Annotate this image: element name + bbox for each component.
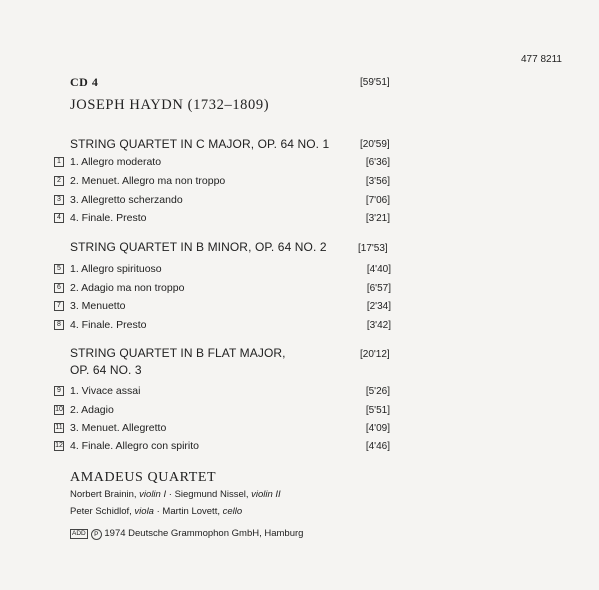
ensemble-name: AMADEUS QUARTET [70, 470, 217, 485]
work-time: [17'53] [358, 243, 388, 254]
performer-instrument: violin II [251, 489, 281, 500]
track-title: 3. Allegretto scherzando [70, 194, 183, 206]
track-time: [3'21] [365, 213, 390, 224]
track-title: 1. Allegro moderato [70, 156, 162, 168]
performer-instrument: cello [222, 506, 243, 517]
catalog-number: 477 8211 [521, 54, 562, 65]
track-number-badge: 11 [55, 424, 63, 431]
track-title: 4. Finale. Presto [70, 212, 147, 224]
performer-instrument: viola [134, 506, 154, 517]
track-title: 2. Adagio [70, 404, 114, 416]
track-number-badge: 10 [55, 406, 63, 413]
track-title: 3. Menuet. Allegretto [70, 422, 167, 434]
track-title: 2. Adagio ma non troppo [70, 282, 185, 294]
track-number-badge: 3 [54, 195, 64, 205]
track-title: 3. Menuetto [70, 300, 126, 312]
track-time: [5'26] [365, 386, 390, 397]
separator: · [166, 489, 175, 500]
track-time: [3'56] [365, 176, 390, 187]
track-number-badge: 8 [54, 320, 64, 330]
work-title: STRING QUARTET IN C MAJOR, OP. 64 NO. 1 [70, 137, 330, 151]
work-time: [20'59] [360, 139, 390, 150]
composer-heading: JOSEPH HAYDN (1732–1809) [70, 97, 270, 113]
work-title: STRING QUARTET IN B MINOR, OP. 64 NO. 2 [70, 240, 327, 254]
track-time: [7'06] [365, 195, 390, 206]
cd-total-time: [59'51] [360, 77, 390, 88]
performers-line-1 [70, 489, 281, 500]
performer-name: Norbert Brainin, [70, 489, 140, 500]
track-number-badge: 12 [55, 442, 63, 449]
track-time: [6'36] [365, 157, 390, 168]
copyright-line [70, 528, 303, 540]
performer-name: Martin Lovett, [162, 506, 223, 517]
track-title: 1. Allegro spirituoso [70, 263, 162, 275]
cd-label: CD 4 [70, 75, 99, 89]
track-number-badge: 6 [54, 283, 64, 293]
copyright-text: 1974 Deutsche Grammophon GmbH, Hamburg [101, 528, 304, 539]
work-time: [20'12] [360, 349, 390, 360]
performers-line-2 [70, 506, 242, 517]
track-title: 2. Menuet. Allegro ma non troppo [70, 175, 226, 187]
track-title: 1. Vivace assai [70, 385, 141, 397]
track-time: [3'42] [366, 320, 391, 331]
track-title: 4. Finale. Allegro con spirito [70, 440, 199, 452]
track-time: [4'09] [365, 423, 390, 434]
track-time: [6'57] [366, 283, 391, 294]
track-time: [2'34] [366, 301, 391, 312]
track-time: [4'40] [366, 264, 391, 275]
separator: · [153, 506, 163, 517]
performer-name: Peter Schidlof, [70, 506, 135, 517]
track-number-badge: 9 [54, 386, 64, 396]
work-title-continued: OP. 64 NO. 3 [70, 363, 142, 377]
performer-instrument: violin I [139, 489, 167, 500]
track-number-badge: 4 [54, 213, 64, 223]
track-number-badge: 5 [54, 264, 64, 274]
track-number-badge: 2 [54, 176, 64, 186]
track-time: [5'51] [365, 405, 390, 416]
phonogram-symbol: P [91, 529, 102, 540]
track-time: [4'46] [365, 441, 390, 452]
track-number-badge: 1 [54, 157, 64, 167]
track-title: 4. Finale. Presto [70, 319, 147, 331]
recording-code-badge: ADD [72, 530, 86, 537]
performer-name: Siegmund Nissel, [174, 489, 252, 500]
track-number-badge: 7 [54, 301, 64, 311]
work-title: STRING QUARTET IN B FLAT MAJOR, [70, 346, 286, 360]
